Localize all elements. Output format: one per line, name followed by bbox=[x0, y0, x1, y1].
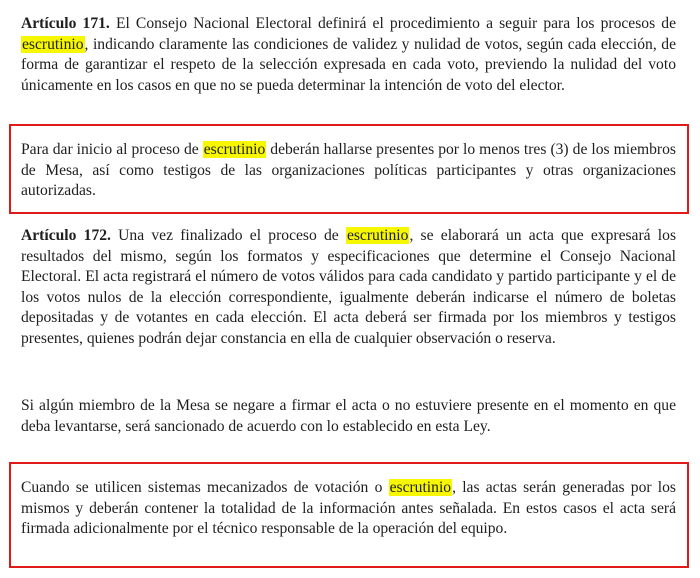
highlighted-term: escrutinio bbox=[389, 479, 452, 496]
paragraph-text: El Consejo Nacional Electoral definirá el procedimiento a seguir para los procesos de bbox=[109, 15, 676, 32]
paragraph-text: , indicando claramente las condiciones de validez y nulidad de votos, según cada elección, de forma de garantizar el respeto de la selección expresada en cada voto, previendo la nulidad del voto únicamente en los casos en que no se pueda determinar la intención de voto del elector. bbox=[21, 35, 676, 94]
paragraph-text: Para dar inicio al proceso de bbox=[21, 141, 203, 158]
paragraph-text: , se elaborará un acta que expresará los resultados del mismo, según los formatos y especificaciones que determine el Consejo Nacional Electoral. El acta registrará el número de votos válidos para cada candidato y partido participante y el de los votos nulos de la elección correspondiente, igualmente deberán indicarse el número de boletas depositadas y de votantes en cada elección. El acta deberá ser firmada por los miembros y testigos presentes, quienes podrán dejar constancia en ella de cualquier observación o reserva. bbox=[21, 227, 677, 347]
paragraph-text: Si algún miembro de la Mesa se negare a firmar el acta o no estuviere presente en el momento en que deba levantarse, será sancionado de acuerdo con lo establecido en esta Ley. bbox=[21, 397, 676, 435]
paragraph-article-171 bbox=[21, 14, 676, 96]
paragraph-text: , las actas serán generadas por los mismos y deberán contener la totalidad de la información antes señalada. En estos casos el acta será firmada adicionalmente por el técnico responsable de la operación del equipo. bbox=[21, 479, 676, 537]
article-heading: Artículo 171. bbox=[21, 15, 110, 32]
paragraph-text: Cuando se utilicen sistemas mecanizados de votación o bbox=[21, 479, 389, 496]
highlighted-term: escrutinio bbox=[203, 141, 266, 158]
paragraph-article-172-refusal bbox=[21, 396, 676, 437]
paragraph-article-171-quorum bbox=[21, 140, 676, 202]
highlighted-term: escrutinio bbox=[346, 227, 409, 244]
paragraph-text: deberán hallarse presentes por lo menos tres (3) de los miembros de Mesa, así como testigos de las organizaciones políticas participantes y otras organizaciones autorizadas. bbox=[21, 141, 676, 199]
paragraph-article-172 bbox=[21, 226, 676, 349]
highlighted-term: escrutinio bbox=[22, 35, 84, 53]
paragraph-article-172-mechanized bbox=[21, 478, 676, 540]
paragraph-text: Una vez finalizado el proceso de bbox=[110, 227, 346, 244]
article-heading: Artículo 172. bbox=[21, 227, 111, 244]
